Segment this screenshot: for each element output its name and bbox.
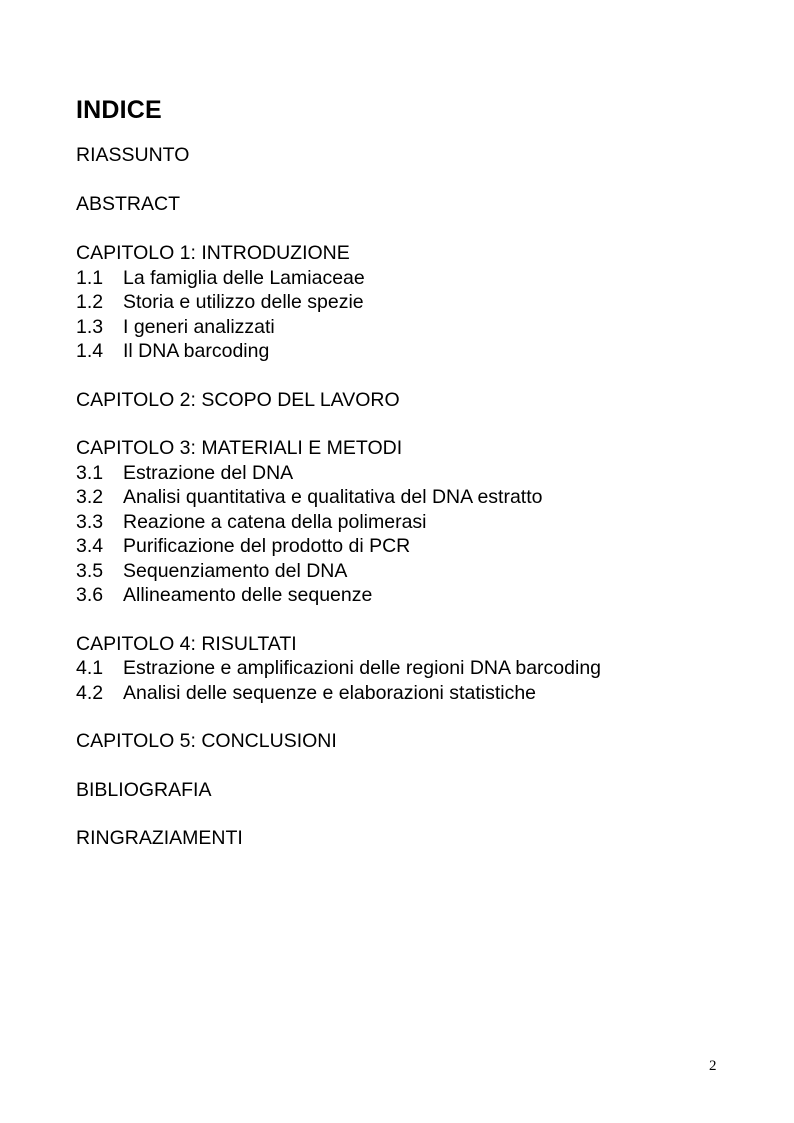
toc-item[interactable] xyxy=(76,583,756,608)
toc-item-number: 1.2 xyxy=(76,291,104,313)
toc-item[interactable] xyxy=(76,290,756,315)
toc-item-number: 1.4 xyxy=(76,340,104,362)
toc-item-number: 4.1 xyxy=(76,657,104,679)
toc-item-label: Purificazione del prodotto di PCR xyxy=(123,535,411,557)
toc-item-number: 1.3 xyxy=(76,315,104,338)
toc-item[interactable] xyxy=(76,266,756,291)
toc-chapter-1 xyxy=(76,241,756,364)
toc-entry-bibliografia[interactable]: BIBLIOGRAFIA xyxy=(76,778,212,801)
toc-chapter-heading[interactable]: CAPITOLO 3: MATERIALI E METODI xyxy=(76,437,403,459)
toc-item[interactable] xyxy=(76,461,756,486)
toc-chapter-heading[interactable]: CAPITOLO 1: INTRODUZIONE xyxy=(76,242,350,264)
toc-item-label: Analisi delle sequenze e elaborazioni statistiche xyxy=(123,681,537,704)
toc-item-label: Il DNA barcoding xyxy=(123,340,270,362)
toc-item-label: Reazione a catena della polimerasi xyxy=(123,510,427,533)
toc-item-label: Sequenziamento del DNA xyxy=(123,559,348,582)
toc-item[interactable] xyxy=(76,339,756,364)
toc-item-number: 4.2 xyxy=(76,681,104,704)
toc-chapter-2 xyxy=(76,388,756,413)
toc-item-label: I generi analizzati xyxy=(123,315,275,338)
page-number: 2 xyxy=(709,1058,717,1074)
toc-chapter-heading[interactable]: CAPITOLO 5: CONCLUSIONI xyxy=(76,730,337,752)
toc-item[interactable] xyxy=(76,534,756,559)
toc-item-number: 3.6 xyxy=(76,584,104,606)
toc-item-label: Storia e utilizzo delle spezie xyxy=(123,291,364,313)
toc-item-number: 3.2 xyxy=(76,486,104,508)
toc-entry-riassunto[interactable]: RIASSUNTO xyxy=(76,144,190,166)
page-title: INDICE xyxy=(76,96,162,124)
toc-item[interactable] xyxy=(76,315,756,340)
toc-item[interactable] xyxy=(76,656,756,681)
toc-chapter-5 xyxy=(76,729,756,754)
toc-item[interactable] xyxy=(76,510,756,535)
toc-item[interactable] xyxy=(76,559,756,584)
toc-chapter-4 xyxy=(76,632,756,706)
toc-entry-abstract[interactable]: ABSTRACT xyxy=(76,193,181,215)
toc-item-label: Estrazione del DNA xyxy=(123,461,294,484)
toc-item-number: 3.1 xyxy=(76,461,104,484)
toc-item-label: Estrazione e amplificazioni delle regioni DNA barcoding xyxy=(123,657,602,679)
toc-item[interactable] xyxy=(76,681,756,706)
toc-item-number: 3.3 xyxy=(76,510,104,533)
toc-item[interactable] xyxy=(76,485,756,510)
toc-item-label: Allineamento delle sequenze xyxy=(123,584,373,606)
table-of-contents xyxy=(76,143,756,851)
toc-item-label: Analisi quantitativa e qualitativa del DNA estratto xyxy=(123,486,543,508)
toc-chapter-heading[interactable]: CAPITOLO 4: RISULTATI xyxy=(76,632,297,655)
toc-chapter-heading[interactable]: CAPITOLO 2: SCOPO DEL LAVORO xyxy=(76,388,400,411)
toc-item-number: 3.4 xyxy=(76,535,104,557)
toc-entry-ringraziamenti[interactable]: RINGRAZIAMENTI xyxy=(76,827,243,849)
toc-item-label: La famiglia delle Lamiaceae xyxy=(123,266,365,289)
toc-chapter-3 xyxy=(76,436,756,608)
toc-item-number: 1.1 xyxy=(76,266,104,289)
toc-item-number: 3.5 xyxy=(76,559,104,582)
